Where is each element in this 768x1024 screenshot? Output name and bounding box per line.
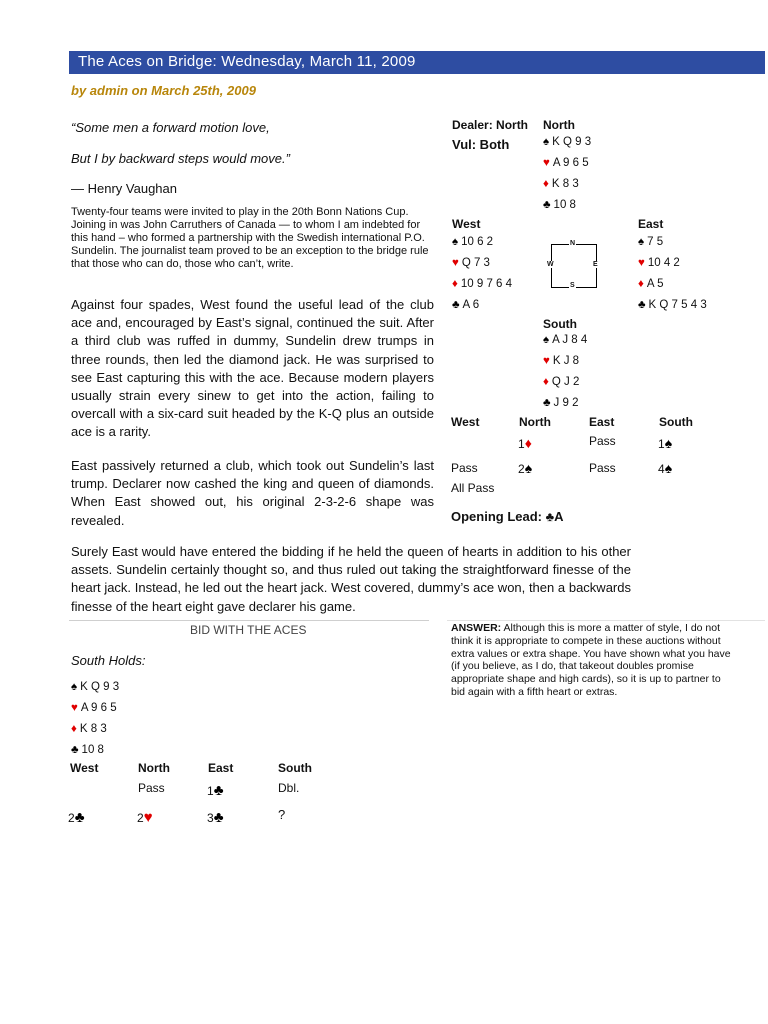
south-holds-label: South Holds: [71,653,146,668]
spade-icon: ♠ [543,334,550,346]
divider [447,620,765,621]
article-paragraph-3: Surely East would have entered the bidding if he held the queen of hearts in addition to his other assets. Sundelin certainly thought so, and thus ruled out taking the straightforward finesse of the heart jack. Instead, he led out the heart jack. West covered, dummy’s ace won, then a backwards finesse of the heart eight gave declarer his game. [71,544,631,614]
diamond-icon: ♦ [638,278,644,290]
east-diamonds: ♦ A 5 [638,278,664,290]
south-hearts: ♥ K J 8 [543,355,580,367]
south-diamonds: ♦ Q J 2 [543,376,580,388]
spade-icon: ♠ [664,435,673,451]
club-icon: ♣ [452,299,460,311]
club-icon: ♣ [543,397,551,409]
south-label: South [543,317,577,331]
auction-bid: 2♠ [518,460,533,476]
answer-text: ANSWER: Although this is more a matter of style, I do not think it is appropriate to compete in these auctions without extra values or extra shape. You have shown what you have (if you believe, as I do, that takeout doubles promise appropriate shape and high cards), so it is up to partner to bid again with a fifth heart or extras. [451,622,731,698]
spade-icon: ♠ [543,136,550,148]
west-clubs: ♣ A 6 [452,299,480,311]
club-icon: ♣ [74,809,85,826]
heart-icon: ♥ [543,157,550,169]
bid-header-north: North [138,761,170,775]
bid-entry: 2♣ [68,809,85,826]
heart-icon: ♥ [143,809,153,826]
compass-south: S [570,282,575,289]
west-spades: ♠ 10 6 2 [452,236,494,248]
south-holds-spades: ♠ K Q 9 3 [71,681,120,693]
quote-author: — Henry Vaughan [71,181,177,196]
diamond-icon: ♦ [543,376,549,388]
article-paragraph-1: Against four spades, West found the useful lead of the club ace and, encouraged by East’s signal, continued the suit. After a third club was ruffed in dummy, Sundelin drew trumps in three rounds, then led the diamond jack. He was surprised to see East capturing this with the ace. Because modern players usually strain every sinew to get into the action, failing to overcall with a six-card suit headed by the K-Q plus an outside ace is a rarity. [71,297,434,440]
spade-icon: ♠ [664,460,673,476]
west-diamonds: ♦ 10 9 7 6 4 [452,278,513,290]
east-hearts: ♥ 10 4 2 [638,257,680,269]
auction-header-south: South [659,415,693,429]
club-icon: ♣ [71,744,79,756]
north-clubs: ♣ 10 8 [543,199,576,211]
west-hearts: ♥ Q 7 3 [452,257,490,269]
dealer-label: Dealer: North [452,118,529,132]
diamond-icon: ♦ [543,178,549,190]
page-title: The Aces on Bridge: Wednesday, March 11, 2009 [78,53,416,70]
title-bar [69,51,765,74]
auction-bid: 4♠ [658,460,673,476]
answer-label: ANSWER: [451,622,502,634]
spade-icon: ♠ [524,460,533,476]
north-diamonds: ♦ K 8 3 [543,178,579,190]
club-icon: ♣ [543,199,551,211]
south-holds-clubs: ♣ 10 8 [71,744,104,756]
diamond-icon: ♦ [71,723,77,735]
auction-bid: 1♦ [518,435,532,451]
club-icon: ♣ [638,299,646,311]
byline[interactable]: by admin on March 25th, 2009 [71,83,256,98]
auction-bid: Pass [589,434,616,448]
auction-header-east: East [589,415,615,429]
bid-entry: Pass [138,781,165,795]
south-holds-diamonds: ♦ K 8 3 [71,723,107,735]
west-label: West [452,217,481,231]
diamond-icon: ♦ [524,435,532,451]
spade-icon: ♠ [638,236,645,248]
quote-line-2: But I by backward steps would move.” [71,151,290,166]
article-paragraph-2: East passively returned a club, which took out Sundelin’s last trump. Declarer now cashed the king and queen of diamonds. When East showed out, his original 2-3-2-6 shape was revealed. [71,458,434,528]
bid-with-aces-heading: BID WITH THE ACES [190,623,307,637]
auction-bid: All Pass [451,481,495,495]
east-label: East [638,217,664,231]
vul-label: Vul: Both [452,137,510,152]
bid-entry: 1♣ [207,782,224,799]
intro-text: Twenty-four teams were invited to play in the 20th Bonn Nations Cup. Joining in was John Carruthers of Canada — to whom I am indebted for this hand – who formed a partnership with the Swedish international P.O. Sundelin. The journalist team proved to be an exception to the bridge rule that those who can do, those who can’t, write. [71,206,429,270]
east-spades: ♠ 7 5 [638,236,664,248]
compass-west: W [547,261,554,268]
bid-header-south: South [278,761,312,775]
compass-north: N [570,240,576,247]
quote-line-1: “Some men a forward motion love, [71,120,270,135]
opening-lead: Opening Lead: ♣A [451,509,564,524]
bid-header-west: West [70,761,99,775]
bid-entry: 3♣ [207,809,224,826]
bid-entry: 2♥ [137,809,153,826]
spade-icon: ♠ [71,681,78,693]
auction-bid: 1♠ [658,435,673,451]
north-hearts: ♥ A 9 6 5 [543,157,589,169]
compass-east: E [593,261,598,268]
divider [69,620,429,621]
spade-icon: ♠ [452,236,459,248]
south-spades: ♠ A J 8 4 [543,334,588,346]
club-icon: ♣ [213,782,224,799]
south-holds-hearts: ♥ A 9 6 5 [71,702,117,714]
heart-icon: ♥ [638,257,645,269]
heart-icon: ♥ [543,355,550,367]
bid-entry: ? [278,807,286,822]
south-clubs: ♣ J 9 2 [543,397,579,409]
east-clubs: ♣ K Q 7 5 4 3 [638,299,707,311]
heart-icon: ♥ [452,257,459,269]
diamond-icon: ♦ [452,278,458,290]
heart-icon: ♥ [71,702,78,714]
auction-bid: Pass [451,461,478,475]
club-icon: ♣ [213,809,224,826]
north-spades: ♠ K Q 9 3 [543,136,592,148]
north-label: North [543,118,575,132]
bid-entry: Dbl. [278,781,300,795]
auction-header-west: West [451,415,480,429]
auction-bid: Pass [589,461,616,475]
auction-header-north: North [519,415,551,429]
bid-header-east: East [208,761,234,775]
